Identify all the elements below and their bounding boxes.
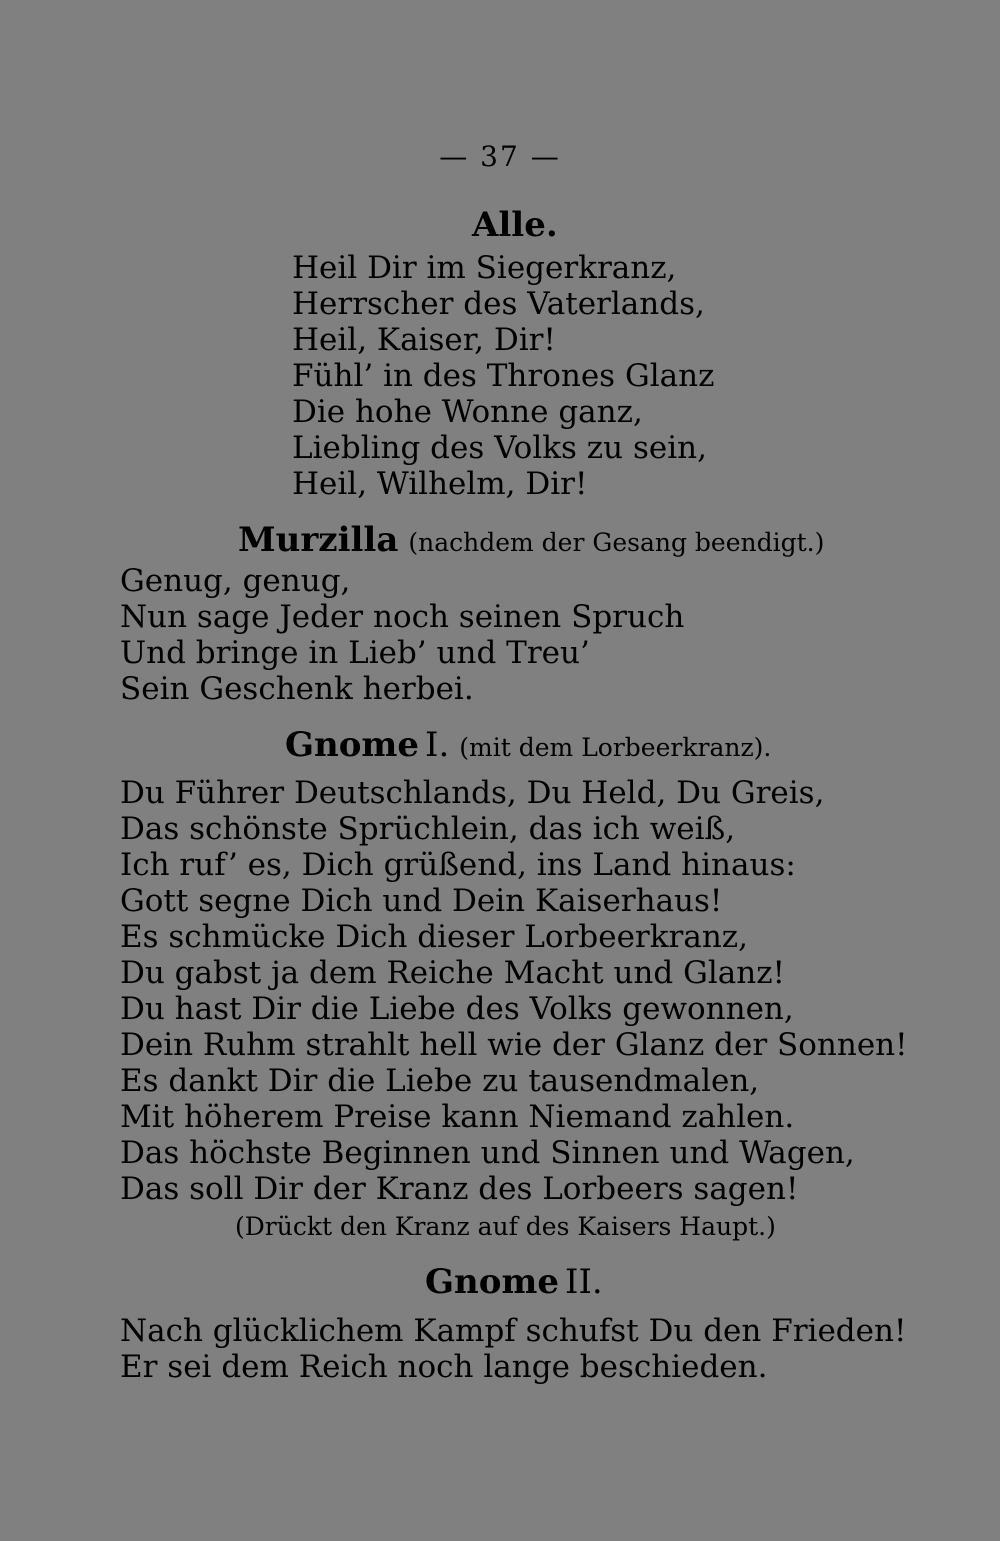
verse-line: Er sei dem Reich noch lange beschieden. — [120, 1349, 768, 1385]
speaker-name: Gnome — [425, 1262, 560, 1302]
verse-line: Du gabst ja dem Reiche Macht und Glanz! — [120, 955, 785, 991]
stage-direction: (Drückt den Kranz auf des Kaisers Haupt.) — [235, 1212, 776, 1241]
speaker-note: (mit dem Lorbeerkranz). — [459, 733, 772, 762]
verse-line: Du Führer Deutschlands, Du Held, Du Greis, — [120, 775, 825, 811]
speaker-heading-murzilla — [238, 520, 824, 563]
verse-line: Herrscher des Vaterlands, — [292, 286, 705, 322]
verse-line: Das schönste Sprüchlein, das ich weiß, — [120, 811, 736, 847]
speaker-note: (nachdem der Gesang beendigt.) — [408, 528, 825, 557]
verse-line: Gott segne Dich und Dein Kaiserhaus! — [120, 883, 723, 919]
speaker-name: Murzilla — [238, 520, 399, 560]
verse-line: Und bringe in Lieb’ und Treu’ — [120, 635, 590, 671]
verse-line: Heil, Kaiser, Dir! — [292, 322, 556, 358]
verse-line: Es schmücke Dich dieser Lorbeerkranz, — [120, 919, 748, 955]
speaker-number: I. — [425, 725, 450, 765]
verse-line: Ich ruf’ es, Dich grüßend, ins Land hinaus: — [120, 847, 796, 883]
verse-line: Heil Dir im Siegerkranz, — [292, 250, 677, 286]
verse-line: Liebling des Volks zu sein, — [292, 430, 707, 466]
speaker-heading-gnome-2 — [425, 1262, 603, 1302]
speaker-heading-gnome-1 — [285, 725, 771, 768]
verse-line: Es dankt Dir die Liebe zu tausendmalen, — [120, 1063, 760, 1099]
verse-line: Sein Geschenk herbei. — [120, 671, 474, 707]
verse-line: Fühl’ in des Thrones Glanz — [292, 358, 715, 394]
verse-line: Die hohe Wonne ganz, — [292, 394, 643, 430]
verse-line: Heil, Wilhelm, Dir! — [292, 466, 588, 502]
verse-line: Das höchste Beginnen und Sinnen und Wagen, — [120, 1135, 855, 1171]
verse-line: Du hast Dir die Liebe des Volks gewonnen, — [120, 991, 794, 1027]
page-number: — 37 — — [439, 140, 561, 173]
speaker-heading-alle — [472, 205, 558, 245]
speaker-number: II. — [565, 1262, 603, 1302]
speaker-name: Gnome — [285, 725, 420, 765]
verse-line: Nun sage Jeder noch seinen Spruch — [120, 599, 685, 635]
verse-line: Dein Ruhm strahlt hell wie der Glanz der Sonnen! — [120, 1027, 908, 1063]
speaker-name: Alle. — [472, 205, 558, 245]
verse-line: Genug, genug, — [120, 563, 351, 599]
verse-line: Nach glücklichem Kampf schufst Du den Frieden! — [120, 1313, 907, 1349]
verse-line: Mit höherem Preise kann Niemand zahlen. — [120, 1099, 795, 1135]
verse-line: Das soll Dir der Kranz des Lorbeers sagen! — [120, 1171, 799, 1207]
